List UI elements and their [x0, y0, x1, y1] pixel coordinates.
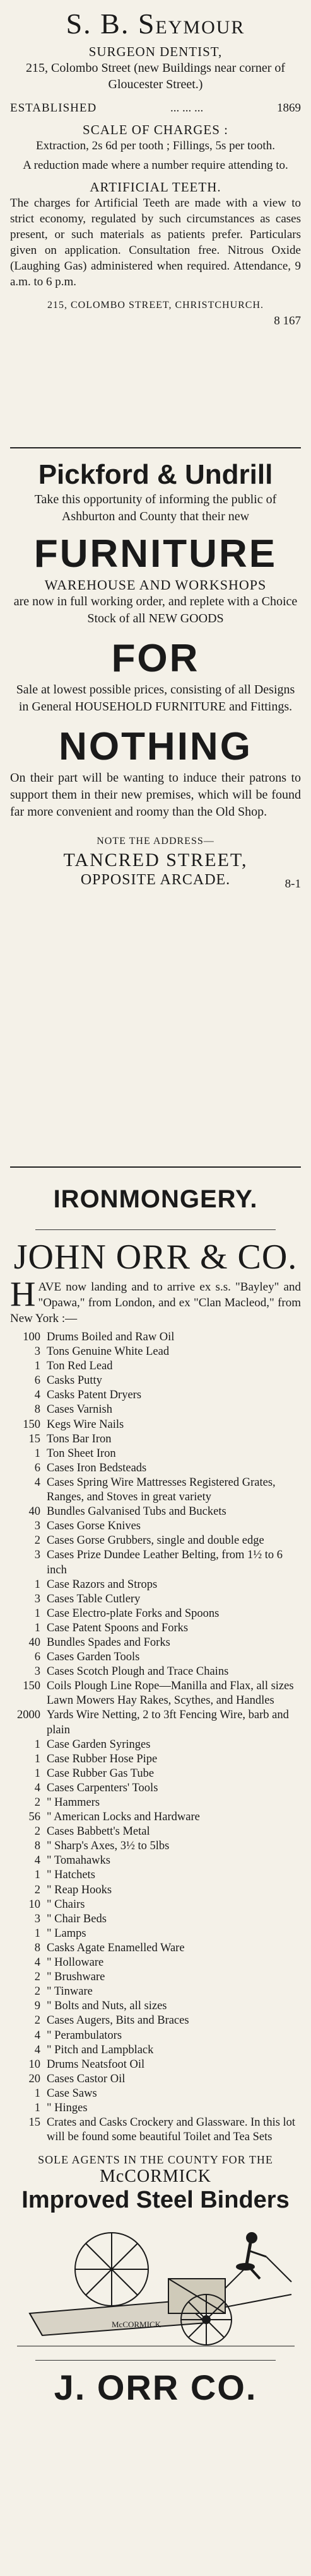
inventory-item: [10, 1403, 301, 1417]
inventory-item: [10, 2116, 301, 2145]
street-name: TANCRED STREET,: [63, 850, 248, 870]
item-description: Ton Sheet Iron: [47, 1447, 116, 1460]
inventory-item: [10, 2043, 301, 2058]
inventory-item: [10, 1665, 301, 1679]
item-quantity: 2: [34, 2014, 40, 2027]
item-quantity: 6: [34, 1374, 40, 1388]
item-quantity: 40: [28, 1505, 40, 1519]
seymour-title: SURGEON DENTIST,: [88, 44, 223, 59]
seymour-address: 215, Colombo Street (new Buildings near corner of Gloucester Street.): [25, 61, 286, 91]
opposite-arcade: OPPOSITE ARCADE.: [80, 872, 231, 888]
scale-heading: SCALE OF CHARGES :: [83, 122, 228, 137]
inventory-item: [10, 1752, 301, 1767]
inventory-item: [10, 1636, 301, 1650]
item-quantity: 1: [34, 1767, 40, 1780]
inventory-item: [10, 1868, 301, 1883]
item-description: " Tinware: [47, 1985, 93, 1998]
item-quantity: 4: [34, 2043, 40, 2056]
item-description: " American Locks and Hardware: [47, 1811, 200, 1824]
item-quantity: 4: [34, 1854, 40, 1867]
item-quantity: 4: [34, 1476, 40, 1489]
inventory-item: [10, 1956, 301, 1970]
item-quantity: 1: [34, 1752, 40, 1765]
inventory-item: [10, 1345, 301, 1359]
seymour-rest: EYMOUR: [155, 17, 245, 38]
seymour-ref: 8 167: [274, 314, 301, 328]
artificial-text: The charges for Artificial Teeth are made with a view to strict economy, regulated by such circumstances as cases present, or such materials as patients prefer. Particulars given on application. Consultation free. Nitrous Oxide (Laughing Gas) administered when required. Attendance, 9 a.m. to 6 p.m.: [10, 197, 301, 288]
item-quantity: 4: [34, 1956, 40, 1969]
nothing-heading: NOTHING: [59, 725, 252, 768]
reduction-text: A reduction made where a number require attending to.: [23, 159, 288, 172]
item-description: Case Garden Syringes: [47, 1738, 151, 1751]
nothing-text: On their part will be wanting to induce their patrons to support them in their new premises, which will be found far more convenient and roomy than the Old Shop.: [10, 771, 301, 819]
divider: [35, 2360, 276, 2361]
inventory-item: [10, 2029, 301, 2043]
inventory-item: [10, 1999, 301, 2014]
item-description: Cases Spring Wire Mattresses Registered Grates, Ranges, and Stoves in great variety: [47, 1476, 276, 1504]
inventory-item: [10, 1738, 301, 1752]
item-description: Tons Genuine White Lead: [47, 1345, 170, 1359]
item-quantity: 1: [34, 2087, 40, 2100]
item-description: Bundles Spades and Forks: [47, 1636, 170, 1649]
item-description: " Reap Hooks: [47, 1883, 112, 1896]
item-quantity: 4: [34, 1389, 40, 1402]
item-quantity: 9: [34, 2000, 40, 2013]
inventory-item: [10, 1548, 301, 1577]
item-description: Casks Putty: [47, 1374, 102, 1388]
orr-advertisement: [10, 1174, 301, 2576]
divider: [35, 1229, 276, 1230]
item-description: Casks Agate Enamelled Ware: [47, 1941, 185, 1954]
inventory-item: [10, 2087, 301, 2101]
pickford-advertisement: [10, 455, 301, 1160]
inventory-item: [10, 1418, 301, 1432]
item-description: Casks Patent Dryers: [47, 1389, 142, 1402]
inventory-item: [10, 2014, 301, 2028]
item-description: Cases Gorse Knives: [47, 1520, 141, 1533]
seymour-footer-address: 215, COLOMBO STREET, CHRISTCHURCH.: [47, 300, 264, 311]
item-description: Cases Augers, Bits and Braces: [47, 2014, 189, 2027]
established-dots: ... ... ...: [170, 101, 204, 115]
inventory-item: [10, 1970, 301, 1985]
furniture-heading: FURNITURE: [33, 532, 278, 576]
item-quantity: 15: [28, 1432, 40, 1445]
item-quantity: 150: [23, 1680, 40, 1693]
orr-intro: [10, 1275, 301, 1326]
driver-figure: [247, 2233, 257, 2243]
item-quantity: 2: [34, 1534, 40, 1547]
item-quantity: 4: [34, 1781, 40, 1794]
item-quantity: 1: [34, 1447, 40, 1460]
item-description: Drums Boiled and Raw Oil: [47, 1331, 175, 1343]
item-quantity: 100: [23, 1331, 40, 1343]
inventory-list: [10, 1330, 301, 2145]
item-quantity: 3: [34, 1912, 40, 1925]
item-description: Cases Garden Tools: [47, 1651, 140, 1664]
item-quantity: 3: [34, 1592, 40, 1605]
item-description: Case Patent Spoons and Forks: [47, 1621, 189, 1634]
pickford-intro: Take this opportunity of informing the public of Ashburton and County that their new: [34, 493, 277, 523]
item-description: Case Rubber Hose Pipe: [47, 1752, 158, 1765]
item-description: " Bolts and Nuts, all sizes: [47, 2000, 167, 2013]
seymour-first: S: [138, 8, 156, 40]
item-quantity: 1: [34, 1869, 40, 1882]
ironmongery-heading: IRONMONGERY.: [53, 1185, 258, 1213]
item-quantity: 6: [34, 1651, 40, 1664]
item-description: Case Electro-plate Forks and Spoons: [47, 1607, 220, 1620]
pickford-ref: 8-1: [285, 877, 301, 891]
inventory-item: [10, 1839, 301, 1854]
item-description: Tons Bar Iron: [47, 1432, 112, 1445]
warehouse-heading: WAREHOUSE AND WORKSHOPS: [44, 577, 267, 593]
inventory-item: [10, 1810, 301, 1825]
for-heading: FOR: [111, 637, 200, 680]
inventory-item: [10, 1374, 301, 1388]
seymour-advertisement: [10, 0, 301, 441]
item-quantity: 3: [34, 1549, 40, 1562]
item-description: " Brushware: [47, 1971, 105, 1984]
item-description: " Hinges: [47, 2101, 88, 2114]
item-quantity: 2: [34, 1985, 40, 1998]
inventory-item: [10, 1461, 301, 1476]
inventory-item: [10, 1927, 301, 1941]
item-quantity: 3: [34, 1345, 40, 1359]
inventory-item: [10, 1432, 301, 1447]
inventory-item: [10, 1388, 301, 1403]
item-description: Case Razors and Strops: [47, 1578, 158, 1591]
divider: [10, 447, 301, 448]
item-quantity: 1: [34, 1578, 40, 1591]
inventory-item: [10, 1898, 301, 1912]
item-quantity: 2: [34, 1971, 40, 1984]
item-description: " Holloware: [47, 1956, 104, 1969]
item-description: Cases Gorse Grubbers, single and double edge: [47, 1534, 264, 1547]
item-quantity: 8: [34, 1403, 40, 1416]
item-description: Case Rubber Gas Tube: [47, 1767, 155, 1780]
inventory-item: [10, 1534, 301, 1548]
inventory-item: [10, 1621, 301, 1636]
item-quantity: 2: [34, 1883, 40, 1896]
inventory-item: [10, 1941, 301, 1956]
established-label: ESTABLISHED: [10, 101, 97, 115]
inventory-item: [10, 1708, 301, 1737]
inventory-item: [10, 2072, 301, 2087]
reaper-binder-illustration: [17, 2219, 295, 2351]
item-quantity: 40: [28, 1636, 40, 1649]
inventory-item: [10, 1505, 301, 1519]
inventory-item: [10, 1767, 301, 1781]
item-description: Cases Iron Bedsteads: [47, 1461, 147, 1474]
item-description: " Chairs: [47, 1898, 85, 1911]
item-description: Cases Carpenters' Tools: [47, 1781, 158, 1794]
item-description: Cases Scotch Plough and Trace Chains: [47, 1665, 229, 1678]
binders-heading: Improved Steel Binders: [21, 2187, 290, 2214]
item-quantity: 1: [34, 1607, 40, 1620]
inventory-item: [10, 1781, 301, 1796]
item-quantity: 1: [34, 1927, 40, 1940]
item-quantity: 56: [28, 1811, 40, 1824]
inventory-item: [10, 1796, 301, 1810]
inventory-item: [10, 1825, 301, 1839]
item-description: Bundles Galvanised Tubs and Buckets: [47, 1505, 226, 1519]
inventory-item: [10, 1607, 301, 1621]
orr-footer: J. ORR CO.: [54, 2368, 257, 2408]
item-description: " Pitch and Lampblack: [47, 2043, 154, 2056]
item-description: Cases Prize Dundee Leather Belting, from 1½ to 6 inch: [47, 1549, 283, 1576]
divider: [10, 1166, 301, 1168]
item-description: " Tomahawks: [47, 1854, 110, 1867]
scale-text: Extraction, 2s 6d per tooth ; Fillings, 5s per tooth.: [36, 139, 275, 152]
sale-text: Sale at lowest possible prices, consisting of all Designs in General HOUSEHOLD FURNITURE and Fittings.: [16, 683, 295, 714]
inventory-item: [10, 1679, 301, 1708]
inventory-item: [10, 1359, 301, 1374]
item-quantity: 15: [28, 2116, 40, 2129]
seymour-name: [10, 8, 301, 44]
item-description: " Perambulators: [47, 2029, 122, 2042]
inventory-item: [10, 1447, 301, 1461]
inventory-item: [10, 1476, 301, 1505]
item-description: " Hammers: [47, 1796, 100, 1809]
seymour-initials: S. B.: [66, 8, 130, 40]
item-description: Case Saws: [47, 2087, 97, 2100]
inventory-item: [10, 1578, 301, 1592]
item-quantity: 4: [34, 2029, 40, 2042]
pickford-title: Pickford & Undrill: [38, 459, 273, 490]
inventory-item: [10, 1883, 301, 1898]
item-quantity: 2: [34, 1796, 40, 1809]
inventory-item: [10, 1912, 301, 1927]
item-description: " Sharp's Axes, 3½ to 5lbs: [47, 1840, 170, 1853]
item-quantity: 2000: [17, 1709, 40, 1722]
item-description: Cases Table Cutlery: [47, 1592, 141, 1605]
item-quantity: 3: [34, 1665, 40, 1678]
inventory-item: [10, 1650, 301, 1665]
item-description: Cases Babbett's Metal: [47, 1825, 150, 1838]
item-quantity: 6: [34, 1461, 40, 1474]
item-description: Cases Varnish: [47, 1403, 112, 1416]
inventory-item: [10, 1519, 301, 1534]
item-description: Coils Plough Line Rope—Manilla and Flax, all sizes Lawn Mowers Hay Rakes, Scythes, and Handles: [47, 1680, 294, 1707]
item-quantity: 10: [28, 2058, 40, 2071]
item-quantity: 2: [34, 1825, 40, 1838]
item-description: Cases Castor Oil: [47, 2072, 126, 2085]
inventory-item: [10, 1854, 301, 1868]
item-description: " Hatchets: [47, 1869, 95, 1882]
item-quantity: 20: [28, 2072, 40, 2085]
item-quantity: 10: [28, 1898, 40, 1911]
item-description: Drums Neatsfoot Oil: [47, 2058, 145, 2071]
item-quantity: 8: [34, 1840, 40, 1853]
dropcap: H: [10, 1275, 36, 1314]
established-line: [10, 100, 301, 116]
item-quantity: 1: [34, 1360, 40, 1373]
item-description: Yards Wire Netting, 2 to 3ft Fencing Wire, barb and plain: [47, 1709, 289, 1736]
inventory-item: [10, 1330, 301, 1345]
inventory-item: [10, 2101, 301, 2116]
mccormick-heading: McCORMICK: [99, 2167, 211, 2187]
item-quantity: 1: [34, 1621, 40, 1634]
item-description: Crates and Casks Crockery and Glassware. In this lot will be found some beautiful Toilet and Tea Sets: [47, 2116, 296, 2144]
item-quantity: 8: [34, 1941, 40, 1954]
inventory-item: [10, 2058, 301, 2072]
orr-title: JOHN ORR & CO.: [13, 1238, 298, 1277]
item-description: " Lamps: [47, 1927, 86, 1940]
inventory-item: [10, 1592, 301, 1607]
machine-label: McCORMICK: [111, 2320, 161, 2330]
item-description: Ton Red Lead: [47, 1360, 113, 1373]
warehouse-text: are now in full working order, and replete with a Choice Stock of all NEW GOODS: [13, 595, 298, 625]
note-address: NOTE THE ADDRESS—: [97, 836, 214, 846]
sole-agents: SOLE AGENTS IN THE COUNTY FOR THE: [38, 2153, 273, 2167]
artificial-heading: ARTIFICIAL TEETH.: [90, 180, 221, 195]
item-quantity: 1: [34, 1738, 40, 1751]
orr-intro-text: AVE now landing and to arrive ex s.s. "Bayley" and "Opawa," from London, and ex "Clan Macleod," from New York :—: [10, 1280, 301, 1325]
inventory-item: [10, 1985, 301, 1999]
item-description: Kegs Wire Nails: [47, 1418, 124, 1431]
item-quantity: 3: [34, 1520, 40, 1533]
established-year: 1869: [276, 101, 301, 115]
item-description: " Chair Beds: [47, 1912, 107, 1925]
item-quantity: 1: [34, 2101, 40, 2114]
item-quantity: 150: [23, 1418, 40, 1431]
